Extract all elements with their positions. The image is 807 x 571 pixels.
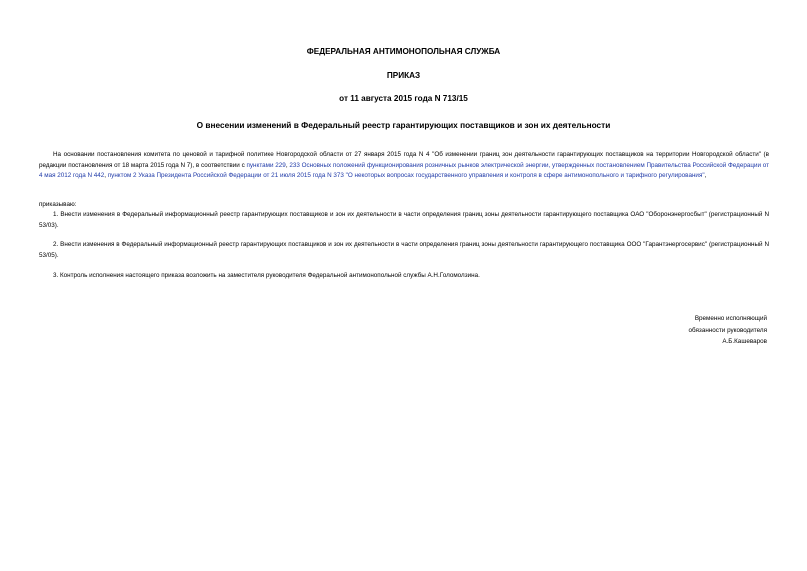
document-type: ПРИКАЗ [386, 71, 421, 80]
signature-name: А.Б.Кашеваров [722, 338, 767, 346]
document-date-number: от 11 августа 2015 года N 713/15 [339, 94, 468, 103]
signature-position-line1: Временно исполняющий [694, 315, 767, 322]
link-basic-provisions[interactable]: 233 Основных положений функционирования розничных рынков электрической энергии, утвержденных постановлением Правительства Российской Федерации от 4 мая 2012 года N 442 [39, 161, 769, 180]
preamble-separator-2: , [104, 172, 108, 180]
agency-name: ФЕДЕРАЛЬНАЯ АНТИМОНОПОЛЬНАЯ СЛУЖБА [306, 47, 501, 56]
order-word: приказываю: [39, 201, 77, 208]
document-title: О внесении изменений в Федеральный реестр гарантирующих поставщиков и зон их деятельности [196, 120, 611, 130]
signature-block [567, 313, 767, 348]
order-item-1: 1. Внести изменения в Федеральный информационный реестр гарантирующих поставщиков и зон их деятельности в части определения границ зоны деятельности гарантирующего поставщика ОАО "Оборонэнергосбыт" (регистрационный N 53/03). [39, 211, 769, 229]
preamble-end: , [704, 172, 707, 180]
preamble-separator: , [285, 161, 290, 169]
preamble-text: На основании постановления комитета по ценовой и тарифной политике Новгородской области от 27 января 2015 года N 4 "Об изменении границ зон деятельности гарантирующих поставщиков на территории Новгородской области" (в редакции постановления от 18 марта 2015 года N 7), в соответствии с [39, 151, 769, 169]
link-presidential-decree[interactable]: пунктом 2 Указа Президента Российской Федерации от 21 июля 2015 года N 373 "О некоторых вопросах государственного управления и контроля в сфере антимонопольного и тарифного регулирования" [107, 172, 705, 180]
preamble-paragraph [39, 150, 769, 182]
link-points-229[interactable]: пунктами 229 [246, 161, 286, 169]
signature-position-line2: обязанности руководителя [688, 326, 767, 334]
order-item-2: 2. Внести изменения в Федеральный информационный реестр гарантирующих поставщиков и зон их деятельности в части определения границ зоны деятельности гарантирующего поставщика ООО "Гарантэнергосервис" (регистрационный N 53/05). [39, 241, 769, 259]
order-item-3: 3. Контроль исполнения настоящего приказа возложить на заместителя руководителя Федеральной антимонопольной службы А.Н.Голомолзина. [53, 272, 480, 279]
